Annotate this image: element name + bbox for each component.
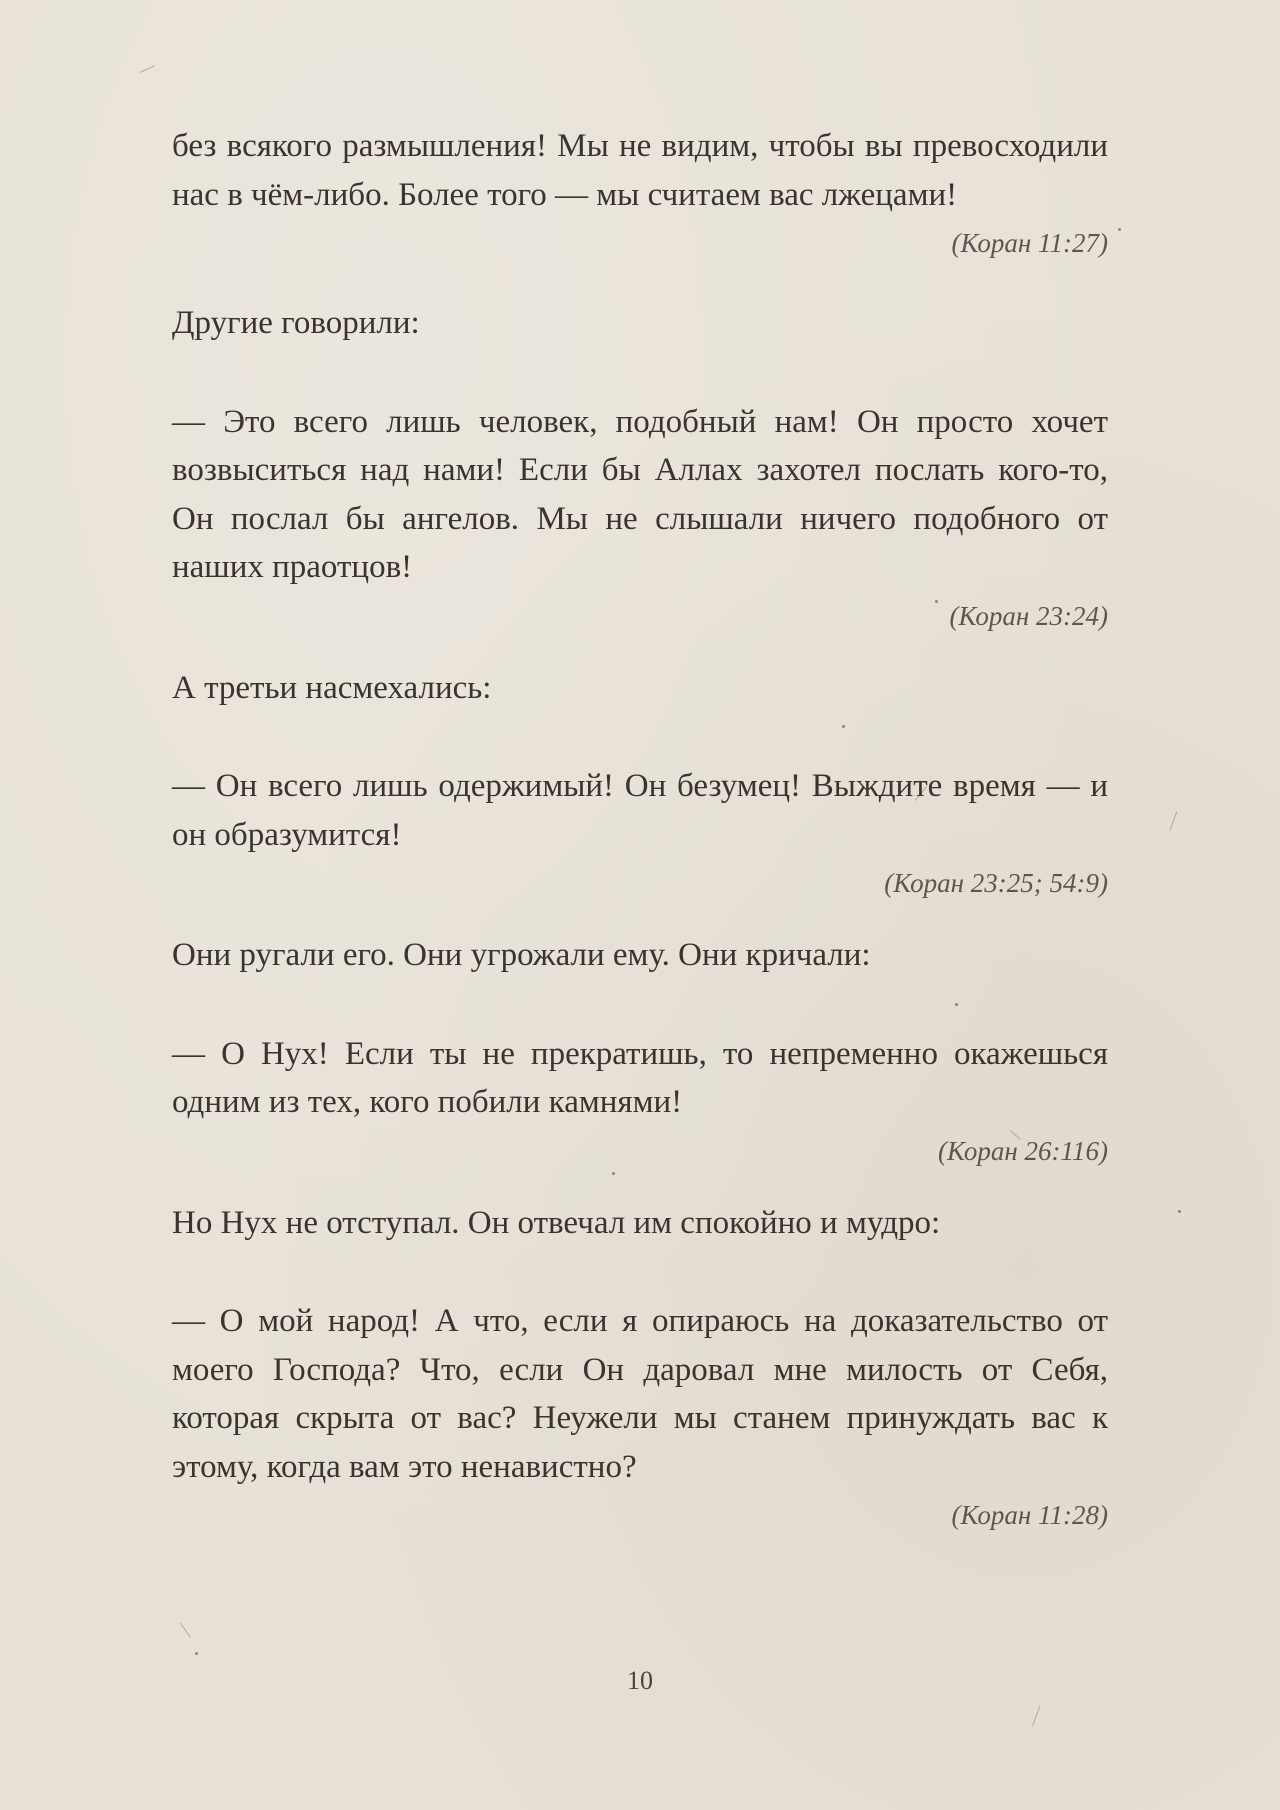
quran-reference: (Коран 11:28) [951,1500,1108,1530]
page-number: 10 [627,1666,653,1695]
quote-paragraph: — О мой народ! А что, если я опираюсь на доказательство от моего Господа? Что, если Он даровал мне милость от Себя, которая скрыта от вас? Неужели мы станем принуждать вас к этому, когда вам это ненавистно? [172,1303,1108,1485]
body-paragraph: Они ругали его. Они угрожали ему. Они кричали: [172,937,871,973]
page-body [172,122,1108,1535]
quran-reference: (Коран 23:25; 54:9) [884,868,1108,898]
paper-speck [195,1652,198,1655]
body-paragraph: без всякого размышления! Мы не видим, чтобы вы превосходили нас в чём-либо. Более того — мы считаем вас лжецами! [172,128,1108,213]
paper-fiber [1170,812,1178,831]
paper-fiber [180,1622,191,1637]
paper-speck [1118,228,1121,231]
quran-reference: (Коран 26:116) [937,1135,1108,1166]
paper-fiber [1032,1705,1040,1726]
quote-paragraph: — Он всего лишь одержимый! Он безумец! Выждите время — и он образумится! [172,768,1108,853]
quran-reference: (Коран 11:27) [951,228,1108,258]
quote-paragraph: — О Нух! Если ты не прекратишь, то непременно окажешься одним из тех, кого побили камнями! [172,1035,1108,1120]
quran-reference: (Коран 23:24) [949,600,1108,631]
paper-fiber [140,65,155,73]
body-paragraph: Но Нух не отступал. Он отвечал им спокойно и мудро: [172,1204,941,1241]
body-paragraph: Другие говорили: [172,305,420,341]
body-paragraph: А третьи насмехались: [172,669,492,706]
quote-paragraph: — Это всего лишь человек, подобный нам! Он просто хочет возвыситься над нами! Если бы Аллах захотел послать кого-то, Он послал бы ангелов. Мы не слышали ничего подобного от наших праотцов! [172,403,1108,585]
paper-speck [1178,1210,1181,1213]
